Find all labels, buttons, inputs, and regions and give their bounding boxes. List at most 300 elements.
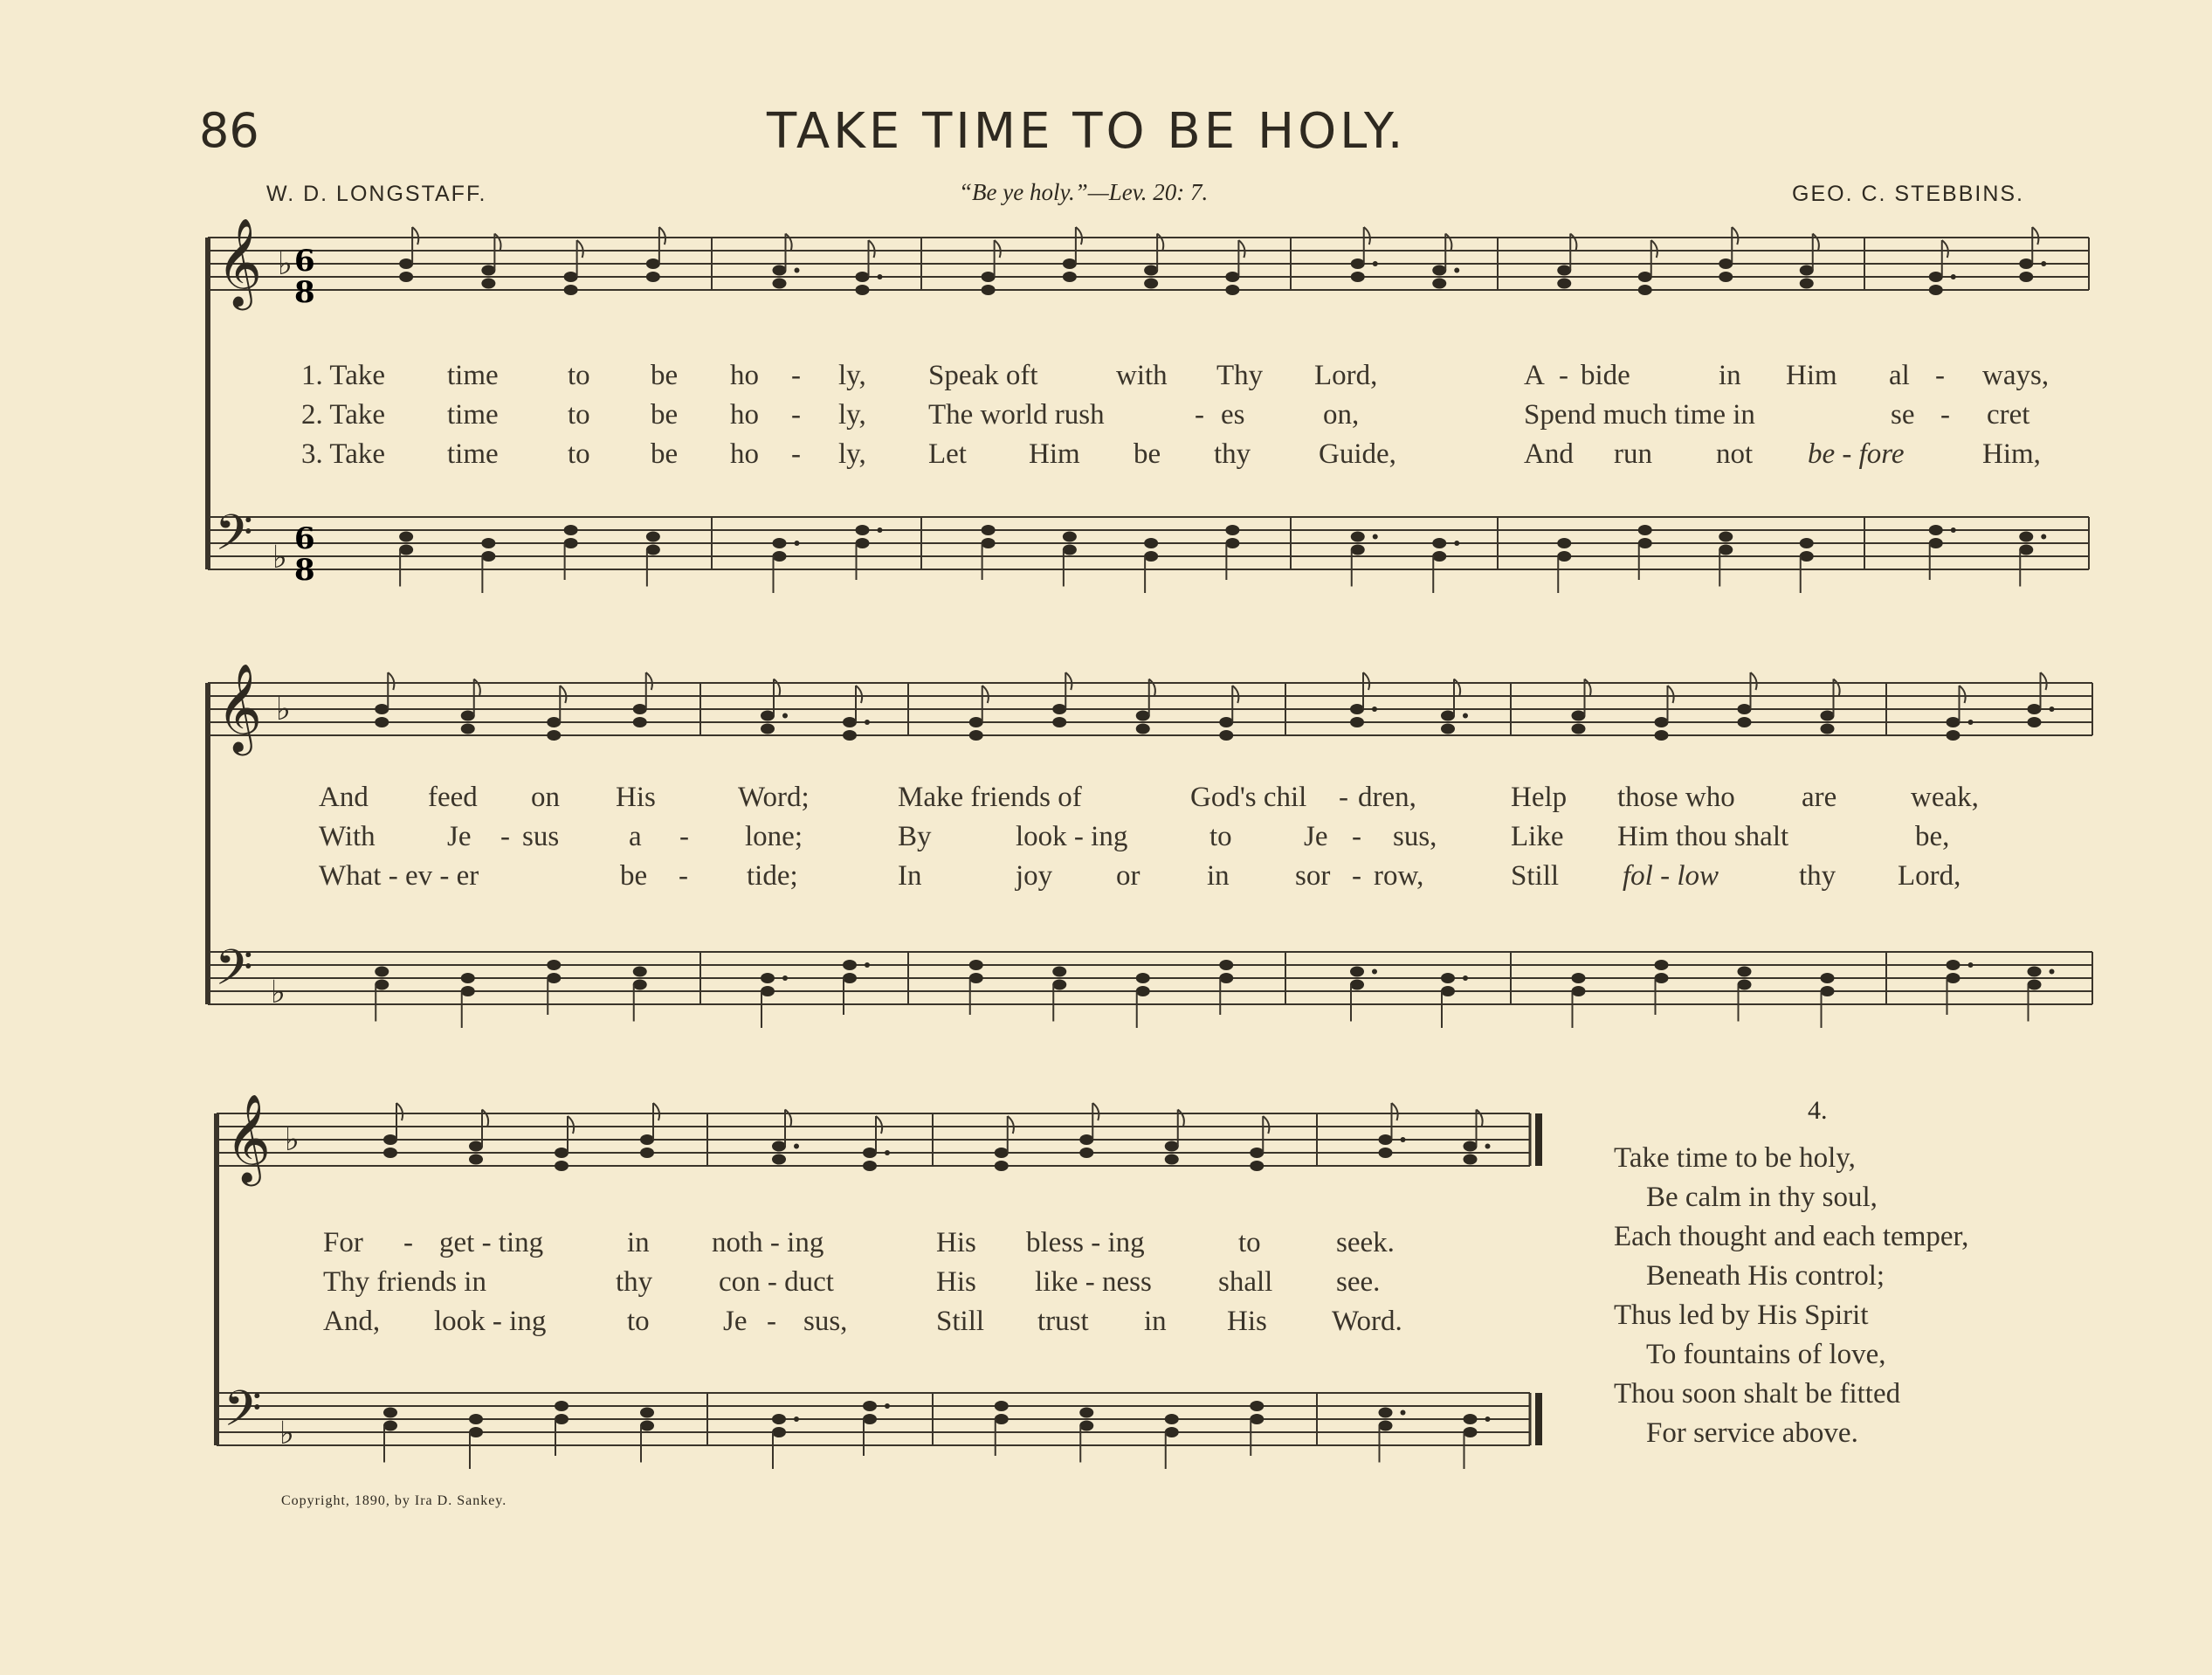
note-head	[1144, 265, 1158, 276]
note-head	[863, 1148, 877, 1158]
note-head	[863, 1161, 877, 1171]
lyric: Thy	[1216, 360, 1264, 391]
dot	[1454, 268, 1459, 273]
lyric: weak,	[1911, 782, 1979, 813]
lyric: noth - ing	[712, 1227, 824, 1258]
note-head	[1250, 1161, 1264, 1171]
note-flag	[1751, 672, 1757, 690]
note-head	[1557, 551, 1571, 562]
note-head	[969, 960, 983, 970]
lyric: those who	[1617, 782, 1735, 813]
verse-4-line: To fountains of love,	[1646, 1339, 1886, 1370]
lyric: lone;	[745, 821, 803, 852]
lyric: 1. Take	[301, 360, 386, 391]
note-head	[1655, 973, 1669, 983]
note-head	[1441, 711, 1455, 721]
note-head	[1079, 1421, 1093, 1431]
note-head	[1719, 532, 1733, 542]
note-head	[1572, 724, 1586, 734]
note-head	[1165, 1427, 1179, 1437]
note-head	[1464, 1414, 1478, 1424]
note-flag	[560, 686, 566, 703]
lyric: be,	[1915, 821, 1950, 852]
note-head	[856, 525, 870, 535]
dot	[795, 541, 800, 546]
lyric: -	[767, 1306, 776, 1337]
note-head	[1052, 967, 1066, 977]
dot	[795, 268, 800, 273]
note-head	[1821, 986, 1835, 996]
note-head	[773, 538, 787, 548]
note-flag	[2041, 672, 2047, 690]
dot	[1401, 1137, 1406, 1142]
note-head	[772, 1141, 786, 1152]
note-head	[1079, 1134, 1093, 1145]
note-head	[1350, 717, 1364, 727]
dot	[885, 1150, 890, 1155]
lyric: His	[1227, 1306, 1267, 1337]
note-flag	[412, 227, 418, 245]
note-head	[1144, 551, 1158, 562]
lyric: With	[319, 821, 376, 852]
dot	[2050, 969, 2055, 975]
note-head	[1136, 724, 1150, 734]
note-head	[646, 272, 660, 282]
time-sig-bottom-treble: 8	[294, 275, 315, 310]
lyric: -	[679, 860, 688, 892]
copyright-notice: Copyright, 1890, by Ira D. Sankey.	[281, 1493, 507, 1508]
note-head	[646, 258, 660, 269]
note-head	[1929, 272, 1943, 282]
note-head	[1572, 973, 1586, 983]
lyric: God's chil	[1190, 782, 1307, 813]
note-head	[1379, 1134, 1393, 1145]
note-head	[1136, 711, 1150, 721]
dot	[878, 527, 883, 533]
lyric: And,	[323, 1306, 381, 1337]
note-head	[564, 538, 578, 548]
note-head	[1250, 1401, 1264, 1411]
note-head	[646, 545, 660, 555]
lyric: are	[1802, 782, 1837, 813]
note-flag	[1813, 234, 1819, 252]
lyric: -	[1339, 782, 1348, 813]
note-head	[1219, 960, 1233, 970]
note-head	[1655, 960, 1669, 970]
note-head	[982, 285, 996, 295]
dot	[878, 274, 883, 279]
lyric: ly,	[838, 399, 866, 431]
lyric: Je	[447, 821, 472, 852]
page-number: 86	[199, 103, 259, 158]
note-head	[1947, 717, 1960, 727]
note-flag	[1834, 679, 1840, 697]
flat-icon: ♭	[276, 692, 291, 727]
note-flag	[474, 679, 480, 697]
lyric: be	[651, 438, 679, 470]
note-head	[761, 973, 775, 983]
note-head	[1572, 986, 1586, 996]
lyric: get - ting	[439, 1227, 544, 1258]
lyric: Spend much time in	[1524, 399, 1755, 431]
note-head	[383, 1408, 397, 1418]
note-flag	[388, 672, 394, 690]
lyric: look - ing	[1016, 821, 1128, 852]
verse-4-line: For service above.	[1646, 1417, 1858, 1449]
note-head	[1225, 272, 1239, 282]
note-head	[461, 986, 475, 996]
note-head	[2019, 532, 2033, 542]
lyric: -	[1559, 360, 1568, 391]
note-flag	[1585, 679, 1591, 697]
note-flag	[1263, 1116, 1269, 1134]
note-head	[1351, 258, 1365, 269]
note-head	[1557, 265, 1571, 276]
note-head	[1800, 551, 1814, 562]
note-flag	[1364, 227, 1370, 245]
note-head	[640, 1408, 654, 1418]
lyric: Still	[1511, 860, 1560, 892]
note-head	[1638, 525, 1652, 535]
dot	[1463, 713, 1468, 719]
lyric: Thy friends in	[323, 1266, 486, 1298]
dot	[1401, 1410, 1406, 1416]
note-flag	[786, 234, 792, 252]
lyric: Him thou shalt	[1617, 821, 1789, 852]
lyric: His	[936, 1227, 976, 1258]
note-flag	[774, 679, 780, 697]
note-head	[383, 1148, 397, 1158]
note-head	[843, 973, 857, 983]
lyric: to	[568, 438, 590, 470]
note-head	[995, 1414, 1009, 1424]
lyric: es	[1221, 399, 1245, 431]
note-flag	[1363, 672, 1369, 690]
note-head	[2019, 272, 2033, 282]
note-head	[1738, 980, 1752, 990]
lyric: thy	[1214, 438, 1251, 470]
note-head	[1738, 717, 1752, 727]
lyric: to	[568, 360, 590, 391]
note-head	[375, 717, 389, 727]
lyric: ly,	[838, 360, 866, 391]
note-flag	[1008, 1116, 1014, 1134]
note-head	[633, 717, 647, 727]
lyric: Help	[1511, 782, 1568, 813]
dot	[1485, 1417, 1491, 1422]
note-head	[1464, 1427, 1478, 1437]
note-head	[564, 285, 578, 295]
note-flag	[1477, 1110, 1483, 1127]
note-head	[856, 538, 870, 548]
lyric: ho	[730, 438, 759, 470]
note-flag	[1651, 240, 1657, 258]
note-head	[375, 967, 389, 977]
note-flag	[1570, 234, 1576, 252]
note-head	[399, 545, 413, 555]
note-flag	[869, 240, 875, 258]
note-head	[969, 730, 983, 741]
note-head	[1821, 724, 1835, 734]
note-head	[1165, 1155, 1179, 1165]
dot	[1454, 541, 1459, 546]
note-head	[1441, 973, 1455, 983]
verse-4-line: Each thought and each temper,	[1614, 1221, 1969, 1252]
note-head	[555, 1148, 569, 1158]
lyric: Him	[1786, 360, 1837, 391]
note-head	[547, 730, 561, 741]
note-head	[1572, 711, 1586, 721]
note-head	[1350, 967, 1364, 977]
note-flag	[785, 1110, 791, 1127]
note-head	[640, 1421, 654, 1431]
note-head	[646, 532, 660, 542]
lyric: sor	[1295, 860, 1331, 892]
lyric: joy	[1016, 860, 1053, 892]
note-head	[1557, 538, 1571, 548]
note-head	[1929, 285, 1943, 295]
note-flag	[1392, 1103, 1398, 1120]
note-head	[383, 1134, 397, 1145]
note-head	[564, 525, 578, 535]
note-head	[1225, 525, 1239, 535]
dot	[2041, 534, 2046, 540]
time-sig-bottom-bass: 8	[294, 553, 315, 588]
lyric: cret	[1987, 399, 2030, 431]
lyric: A	[1524, 360, 1545, 391]
lyric: be	[651, 360, 679, 391]
lyric: dren,	[1358, 782, 1416, 813]
note-head	[761, 711, 775, 721]
lyric: sus,	[803, 1306, 848, 1337]
note-head	[995, 1401, 1009, 1411]
dot	[794, 1144, 799, 1149]
lyric: time	[447, 360, 499, 391]
note-head	[2019, 545, 2033, 555]
lyric: -	[679, 821, 689, 852]
note-head	[1557, 279, 1571, 289]
note-head	[1655, 730, 1669, 741]
note-head	[843, 717, 857, 727]
note-head	[1063, 272, 1077, 282]
flat-icon: ♭	[278, 246, 293, 282]
lyric: For	[323, 1227, 363, 1258]
note-head	[773, 551, 787, 562]
note-head	[555, 1161, 569, 1171]
lyric: on	[531, 782, 560, 813]
bass-clef-icon: 𝄢	[215, 505, 253, 574]
note-flag	[646, 672, 652, 690]
note-head	[640, 1134, 654, 1145]
dot	[1485, 1144, 1491, 1149]
lyric: be	[620, 860, 648, 892]
note-head	[1638, 272, 1652, 282]
note-head	[1219, 717, 1233, 727]
note-head	[995, 1148, 1009, 1158]
lyric: Guide,	[1319, 438, 1396, 470]
note-head	[633, 967, 647, 977]
lyric: in	[1719, 360, 1741, 391]
note-head	[1719, 258, 1733, 269]
note-head	[547, 960, 561, 970]
lyric: -	[1352, 860, 1361, 892]
note-head	[1136, 973, 1150, 983]
note-head	[2028, 980, 2042, 990]
lyric: In	[898, 860, 922, 892]
note-flag	[1445, 234, 1451, 252]
note-head	[1351, 545, 1365, 555]
note-head	[856, 285, 870, 295]
lyric: to	[1238, 1227, 1261, 1258]
lyric: to	[1209, 821, 1232, 852]
note-head	[1063, 532, 1077, 542]
dot	[794, 1417, 799, 1422]
note-head	[547, 717, 561, 727]
note-head	[1350, 980, 1364, 990]
time-sig-top-treble: 6	[294, 244, 315, 279]
lyric: or	[1116, 860, 1140, 892]
note-head	[1379, 1421, 1393, 1431]
note-flag	[1238, 240, 1244, 258]
lyric: -	[791, 438, 801, 470]
note-head	[1079, 1408, 1093, 1418]
note-head	[1947, 973, 1960, 983]
composer-credit: GEO. C. STEBBINS.	[1792, 182, 2024, 206]
lyric: Je	[1304, 821, 1328, 852]
flat-icon: ♭	[285, 1122, 300, 1158]
lyric: be - fore	[1808, 438, 1905, 470]
lyric: -	[500, 821, 510, 852]
lyric: Like	[1511, 821, 1564, 852]
dot	[1968, 962, 1974, 968]
note-head	[1947, 960, 1960, 970]
treble-clef-icon: 𝄞	[225, 1093, 272, 1182]
treble-clef-icon: 𝄞	[217, 217, 263, 307]
note-head	[2028, 704, 2042, 714]
lyric: What - ev - er	[319, 860, 479, 892]
lyric: seek.	[1336, 1227, 1395, 1258]
dot	[1373, 534, 1378, 540]
lyric: trust	[1037, 1306, 1089, 1337]
note-flag	[1157, 234, 1163, 252]
note-head	[469, 1141, 483, 1152]
verse-4-line: Thou soon shalt be fitted	[1614, 1378, 1901, 1410]
note-head	[863, 1401, 877, 1411]
note-head	[2028, 967, 2042, 977]
note-head	[1638, 538, 1652, 548]
verse-4-line: Be calm in thy soul,	[1646, 1182, 1878, 1213]
lyric: ho	[730, 360, 759, 391]
note-head	[469, 1427, 483, 1437]
note-head	[1800, 279, 1814, 289]
lyric: bide	[1581, 360, 1630, 391]
lyric: be	[651, 399, 679, 431]
note-flag	[494, 234, 500, 252]
note-head	[399, 532, 413, 542]
lyric: on,	[1323, 399, 1360, 431]
lyric: with	[1116, 360, 1168, 391]
note-head	[1079, 1148, 1093, 1158]
note-flag	[1065, 672, 1072, 690]
lyric: Speak oft	[928, 360, 1038, 391]
dot	[1951, 527, 1956, 533]
note-head	[772, 1155, 786, 1165]
lyric: look - ing	[434, 1306, 547, 1337]
lyric: time	[447, 399, 499, 431]
lyric: be	[1134, 438, 1161, 470]
lyric: in	[1207, 860, 1230, 892]
note-head	[469, 1414, 483, 1424]
note-head	[1052, 717, 1066, 727]
note-head	[856, 272, 870, 282]
lyric: run	[1614, 438, 1652, 470]
note-flag	[1960, 686, 1966, 703]
note-head	[375, 704, 389, 714]
final-barline	[1535, 1393, 1542, 1445]
note-flag	[1149, 679, 1155, 697]
note-head	[547, 973, 561, 983]
note-flag	[568, 1116, 574, 1134]
note-flag	[396, 1103, 403, 1120]
note-head	[969, 717, 983, 727]
note-flag	[482, 1110, 488, 1127]
dot	[1968, 720, 1974, 725]
note-flag	[659, 227, 665, 245]
dot	[865, 720, 870, 725]
lyric: sus	[522, 821, 560, 852]
note-head	[982, 272, 996, 282]
scripture-reference: “Be ye holy.”—Lev. 20: 7.	[959, 179, 1209, 205]
note-flag	[1232, 686, 1238, 703]
lyric: -	[403, 1227, 413, 1258]
note-flag	[1454, 679, 1460, 697]
lyric: Him	[1029, 438, 1080, 470]
note-head	[375, 980, 389, 990]
note-head	[761, 986, 775, 996]
flat-icon: ♭	[271, 975, 286, 1010]
note-head	[863, 1414, 877, 1424]
note-head	[461, 973, 475, 983]
note-head	[1655, 717, 1669, 727]
note-head	[969, 973, 983, 983]
note-head	[1821, 973, 1835, 983]
lyric: fol - low	[1623, 860, 1719, 892]
verse-4-number: 4.	[1808, 1096, 1828, 1125]
lyric: Make friends of	[898, 782, 1082, 813]
note-flag	[995, 240, 1001, 258]
lyric: By	[898, 821, 932, 852]
bass-clef-icon: 𝄢	[224, 1381, 262, 1450]
note-head	[1432, 265, 1446, 276]
flat-icon: ♭	[279, 1416, 294, 1451]
note-flag	[1942, 240, 1948, 258]
note-head	[1441, 724, 1455, 734]
hymn-title: TAKE TIME TO BE HOLY.	[767, 103, 1407, 160]
lyric: to	[627, 1306, 650, 1337]
time-sig-top-bass: 6	[294, 521, 315, 556]
lyric: The world rush	[928, 399, 1105, 431]
lyric: 2. Take	[301, 399, 386, 431]
note-head	[1351, 272, 1365, 282]
lyric: And	[319, 782, 369, 813]
lyric: ways,	[1982, 360, 2050, 391]
note-head	[1063, 258, 1077, 269]
lyric: shall	[1218, 1266, 1273, 1298]
note-head	[1250, 1148, 1264, 1158]
note-head	[1225, 538, 1239, 548]
note-head	[1800, 538, 1814, 548]
dot	[2041, 261, 2046, 266]
